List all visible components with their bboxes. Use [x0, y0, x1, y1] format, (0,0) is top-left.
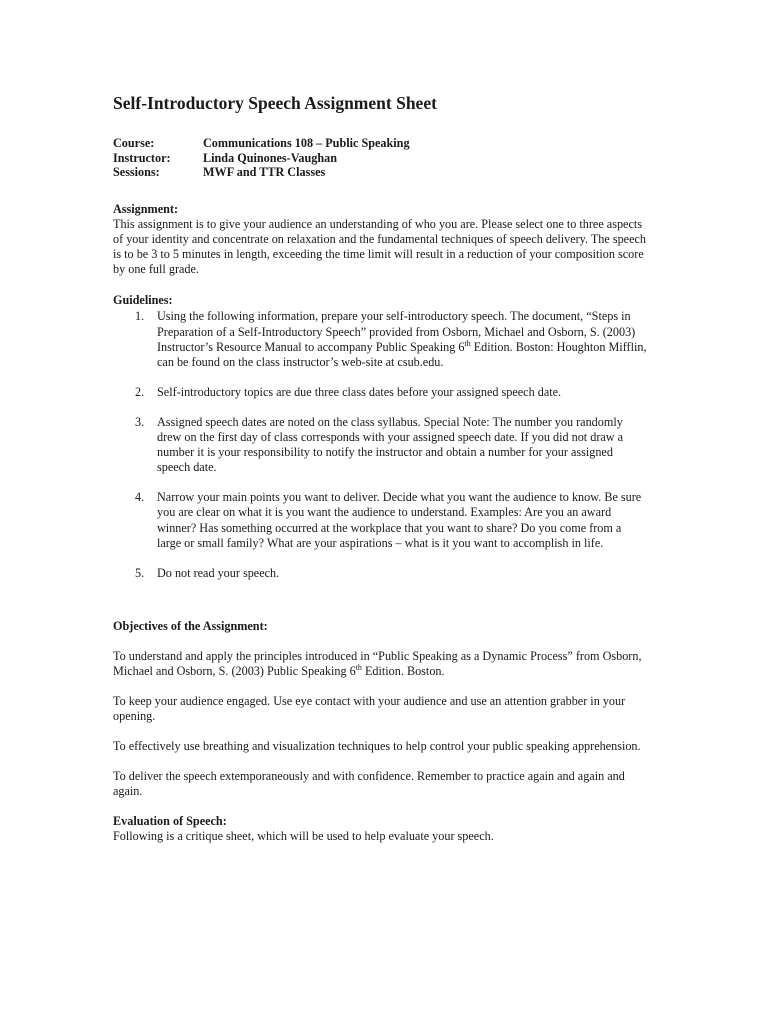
sessions-row	[113, 165, 648, 180]
list-item-number: 1.	[135, 309, 145, 324]
list-item	[113, 309, 648, 369]
course-row	[113, 136, 648, 151]
guidelines-heading: Guidelines:	[113, 293, 173, 308]
course-info	[113, 136, 648, 180]
list-item-number: 4.	[135, 490, 145, 505]
objective-paragraph-4: To deliver the speech extemporaneously and with confidence. Remember to practice again and again and again.	[113, 769, 625, 799]
list-item-text: Using the following information, prepare your self-introductory speech. The document, “Steps in Preparation of a Self-Introductory Speech” provided from Osborn, Michael and Osborn, S. (2003) Instructor’s Resource Manual to accompany Public Speaking 6th Edition. Boston: Houghton Mifflin, can be found on the class instructor’s web-site at csub.edu.	[157, 309, 647, 369]
evaluation-text: Following is a critique sheet, which will be used to help evaluate your speech.	[113, 829, 494, 844]
assignment-heading: Assignment:	[113, 202, 179, 217]
objectives-heading: Objectives of the Assignment:	[113, 618, 268, 633]
instructor-row	[113, 151, 648, 166]
guidelines-list	[113, 309, 648, 580]
objective-paragraph-1: To understand and apply the principles introduced in “Public Speaking as a Dynamic Process” from Osborn, Michael and Osborn, S. (2003) Public Speaking 6th Edition. Boston.	[113, 648, 642, 678]
document-title: Self-Introductory Speech Assignment Sheet	[113, 93, 437, 113]
list-item	[113, 490, 648, 550]
course-value: Communications 108 – Public Speaking	[203, 136, 410, 150]
objective-paragraph-3: To effectively use breathing and visualization techniques to help control your public speaking apprehension.	[113, 739, 641, 754]
list-item-number: 2.	[135, 384, 145, 399]
list-item-text: Do not read your speech.	[157, 565, 280, 580]
list-item	[113, 566, 648, 581]
list-item	[113, 415, 648, 475]
list-item-number: 3.	[135, 414, 145, 429]
sessions-label: Sessions:	[113, 165, 160, 180]
instructor-label: Instructor:	[113, 150, 171, 165]
document-page	[113, 92, 648, 845]
objective-paragraph-2: To keep your audience engaged. Use eye contact with your audience and use an attention grabber in your opening.	[113, 693, 626, 724]
evaluation-heading: Evaluation of Speech:	[113, 814, 227, 829]
list-item-text: Narrow your main points you want to deliver. Decide what you want the audience to know. Be sure you are clear on what it is you want the audience to understand. Examples: Are you an award winner? Has something occurred at the workplace that you want to share? Do you come from a large or small family? What are your aspirations – what is it you want to accomplish in life.	[157, 490, 642, 550]
list-item-text: Self-introductory topics are due three class dates before your assigned speech date.	[157, 384, 562, 399]
list-item	[113, 385, 648, 400]
list-item-number: 5.	[135, 565, 145, 580]
sessions-value: MWF and TTR Classes	[203, 165, 326, 180]
list-item-text: Assigned speech dates are noted on the class syllabus. Special Note: The number you randomly drew on the first day of class corresponds with your assigned speech date. If you did not draw a number it is your responsibility to notify the instructor and obtain a number for your assigned speech date.	[157, 414, 624, 475]
assignment-text: This assignment is to give your audience an understanding of who you are. Please select one to three aspects of your identity and concentrate on relaxation and the fundamental techniques of speech delivery. The speech is to be 3 to 5 minutes in length, exceeding the time limit will result in a reduction of your composition score by one full grade.	[113, 217, 646, 277]
course-label: Course:	[113, 136, 155, 150]
instructor-value: Linda Quinones-Vaughan	[203, 150, 338, 165]
